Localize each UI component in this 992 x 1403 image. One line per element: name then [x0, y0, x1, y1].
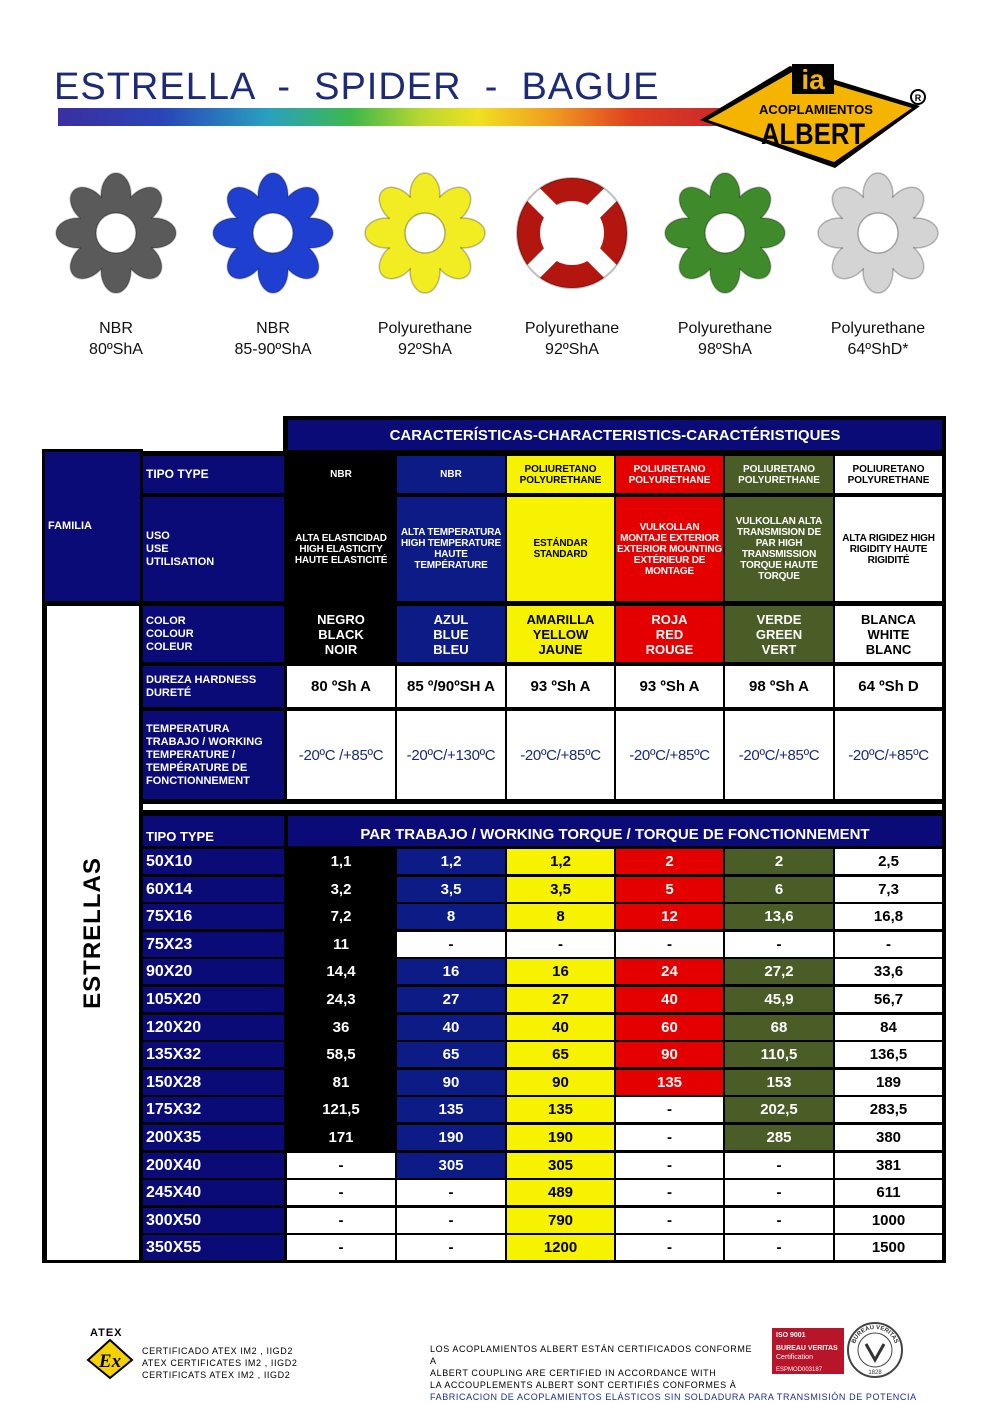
- torque-value: -: [287, 1235, 395, 1260]
- temperature-cell: -20ºC/+85ºC: [835, 711, 942, 799]
- torque-value: -: [725, 1153, 833, 1178]
- torque-value: 7,2: [287, 904, 395, 929]
- torque-value: 16: [397, 959, 505, 984]
- torque-value: 202,5: [725, 1097, 833, 1122]
- torque-value: 1,1: [287, 849, 395, 874]
- torque-value: 790: [507, 1208, 614, 1233]
- torque-value: 380: [835, 1125, 942, 1150]
- logo-acoplamientos-text: ACOPLAMIENTOS: [759, 102, 873, 117]
- dureza-label: DUREZA HARDNESS DURETÉ: [143, 666, 284, 707]
- torque-value: 136,5: [835, 1042, 942, 1067]
- color-cell: AMARILLA YELLOW JAUNE: [507, 606, 614, 662]
- uso-cell: ALTA TEMPERATURA HIGH TEMPERATURE HAUTE TEMPÉRATURE: [397, 497, 505, 601]
- logo-registered-mark: R: [914, 93, 922, 103]
- torque-title: PAR TRABAJO / WORKING TORQUE / TORQUE DE FONCTIONNEMENT: [288, 816, 942, 846]
- spider-material: Polyurethane: [830, 320, 926, 337]
- iso-badge: [772, 1328, 844, 1374]
- tipo-cell: POLIURETANO POLYURETHANE: [616, 456, 723, 493]
- atex-ex-icon: [86, 1338, 134, 1380]
- spider-hardness: 80ºShA: [89, 341, 143, 358]
- torque-value: -: [287, 1208, 395, 1233]
- torque-value: 56,7: [835, 987, 942, 1012]
- torque-value: 33,6: [835, 959, 942, 984]
- torque-value: 2,5: [835, 849, 942, 874]
- torque-value: 283,5: [835, 1097, 942, 1122]
- torque-value: -: [287, 1180, 395, 1205]
- iso-code: ESPMOD003187: [776, 1367, 823, 1373]
- torque-value: 65: [397, 1042, 505, 1067]
- torque-row-type: 75X23: [143, 932, 284, 957]
- tipo-cell: NBR: [397, 456, 505, 493]
- torque-value: 1500: [835, 1235, 942, 1260]
- torque-value: 5: [616, 877, 723, 902]
- torque-value: 1200: [507, 1235, 614, 1260]
- torque-value: -: [725, 1208, 833, 1233]
- estrellas-cell: [47, 606, 139, 1260]
- torque-value: 285: [725, 1125, 833, 1150]
- logo-ia-text: ia: [801, 64, 825, 95]
- uso-cell: ALTA ELASTICIDAD HIGH ELASTICITY HAUTE ELASTICITÉ: [287, 497, 395, 601]
- torque-tipo-label: TIPO TYPE: [143, 816, 284, 846]
- torque-row-type: 350X55: [143, 1235, 284, 1260]
- torque-value: 60: [616, 1015, 723, 1040]
- torque-value: -: [725, 932, 833, 957]
- spider-material: NBR: [256, 320, 290, 337]
- torque-row-type: 60X14: [143, 877, 284, 902]
- torque-value: 190: [397, 1125, 505, 1150]
- iso-bureau: BUREAU VERITAS: [776, 1345, 838, 1352]
- torque-value: 81: [287, 1070, 395, 1095]
- atex-certificates: [142, 1345, 297, 1381]
- dureza-cell: 93 ºSh A: [616, 666, 723, 707]
- tipo-cell: POLIURETANO POLYURETHANE: [725, 456, 833, 493]
- torque-value: 110,5: [725, 1042, 833, 1067]
- atex-line: ATEX CERTIFICATES IM2 , IIGD2: [142, 1358, 298, 1368]
- torque-row-type: 175X32: [143, 1097, 284, 1122]
- torque-value: 6: [725, 877, 833, 902]
- separator-band: [143, 804, 942, 810]
- torque-value: 40: [616, 987, 723, 1012]
- torque-value: 65: [507, 1042, 614, 1067]
- uso-cell: ESTÁNDAR STANDARD: [507, 497, 614, 601]
- torque-value: 489: [507, 1180, 614, 1205]
- torque-value: -: [616, 1180, 723, 1205]
- torque-value: 16,8: [835, 904, 942, 929]
- temperature-cell: -20ºC/+130ºC: [397, 711, 505, 799]
- torque-row-type: 50X10: [143, 849, 284, 874]
- color-cell: NEGRO BLACK NOIR: [287, 606, 395, 662]
- torque-value: 27,2: [725, 959, 833, 984]
- torque-value: 135: [397, 1097, 505, 1122]
- atex-ex-text: Ex: [98, 1351, 122, 1372]
- temperature-label: TEMPERATURA TRABAJO / WORKING TEMPERATURE / TEMPÉRATURE DE FONCTIONNEMENT: [143, 711, 284, 799]
- torque-value: -: [507, 932, 614, 957]
- torque-value: 27: [507, 987, 614, 1012]
- torque-row-type: 105X20: [143, 987, 284, 1012]
- color-cell: ROJA RED ROUGE: [616, 606, 723, 662]
- spider-material: Polyurethane: [377, 320, 473, 337]
- torque-value: 11: [287, 932, 395, 957]
- torque-value: 1000: [835, 1208, 942, 1233]
- torque-value: -: [616, 1153, 723, 1178]
- torque-value: 16: [507, 959, 614, 984]
- estrellas-label: ESTRELLAS: [79, 857, 106, 1009]
- torque-row-type: 150X28: [143, 1070, 284, 1095]
- torque-row-type: 135X32: [143, 1042, 284, 1067]
- spider-material: Polyurethane: [677, 320, 773, 337]
- spider-hardness: 98ºShA: [698, 341, 752, 358]
- torque-value: 305: [397, 1153, 505, 1178]
- torque-value: 135: [616, 1070, 723, 1095]
- torque-value: 189: [835, 1070, 942, 1095]
- torque-value: 90: [507, 1070, 614, 1095]
- torque-value: 135: [507, 1097, 614, 1122]
- torque-value: -: [397, 1180, 505, 1205]
- torque-value: 68: [725, 1015, 833, 1040]
- temperature-cell: -20ºC/+85ºC: [616, 711, 723, 799]
- torque-value: 3,5: [507, 877, 614, 902]
- torque-value: -: [835, 932, 942, 957]
- tipo-type-label: TIPO TYPE: [143, 456, 284, 493]
- torque-value: -: [397, 1235, 505, 1260]
- characteristics-title: CARACTERÍSTICAS-CHARACTERISTICS-CARACTÉRISTIQUES: [288, 420, 942, 450]
- spider-material: NBR: [99, 320, 133, 337]
- atex-line: CERTIFICATS ATEX IM2 , IIGD2: [142, 1370, 291, 1380]
- bv-year: 1828: [868, 1370, 882, 1376]
- atex-label: ATEX: [90, 1327, 123, 1339]
- dureza-cell: 93 ºSh A: [507, 666, 614, 707]
- temperature-cell: -20ºC/+85ºC: [725, 711, 833, 799]
- torque-value: 2: [616, 849, 723, 874]
- torque-row-type: 200X35: [143, 1125, 284, 1150]
- torque-value: 40: [507, 1015, 614, 1040]
- torque-value: 45,9: [725, 987, 833, 1012]
- spider-hardness: 92ºShA: [398, 341, 452, 358]
- torque-value: 171: [287, 1125, 395, 1150]
- torque-value: 381: [835, 1153, 942, 1178]
- spider-hardness: 92ºShA: [545, 341, 599, 358]
- torque-value: 84: [835, 1015, 942, 1040]
- dureza-cell: 85 º/90ºSH A: [397, 666, 505, 707]
- torque-value: -: [616, 1097, 723, 1122]
- page-title: ESTRELLA - SPIDER - BAGUE: [54, 66, 660, 108]
- bureau-veritas-seal: [846, 1320, 904, 1380]
- torque-value: 3,2: [287, 877, 395, 902]
- temperature-cell: -20ºC/+85ºC: [507, 711, 614, 799]
- torque-row-type: 200X40: [143, 1153, 284, 1178]
- torque-row-type: 300X50: [143, 1208, 284, 1233]
- torque-value: 190: [507, 1125, 614, 1150]
- torque-value: -: [725, 1235, 833, 1260]
- torque-value: 611: [835, 1180, 942, 1205]
- torque-value: -: [616, 1125, 723, 1150]
- torque-value: 153: [725, 1070, 833, 1095]
- torque-row-type: 90X20: [143, 959, 284, 984]
- torque-value: 36: [287, 1015, 395, 1040]
- spider-hardness: 85-90ºShA: [234, 341, 312, 358]
- torque-value: 8: [397, 904, 505, 929]
- uso-cell: ALTA RIGIDEZ HIGH RIGIDITY HAUTE RIGIDITÉ: [835, 497, 942, 601]
- color-cell: BLANCA WHITE BLANC: [835, 606, 942, 662]
- torque-value: 13,6: [725, 904, 833, 929]
- cert-line-blue: FABRICACION DE ACOPLAMIENTOS ELÁSTICOS SIN SOLDADURA PARA TRANSMISIÓN DE POTENCIA: [430, 1392, 917, 1402]
- torque-value: 90: [397, 1070, 505, 1095]
- torque-value: 90: [616, 1042, 723, 1067]
- torque-row-type: 245X40: [143, 1180, 284, 1205]
- bv-ring-text: BUREAU VERITAS: [851, 1324, 899, 1345]
- torque-value: 7,3: [835, 877, 942, 902]
- torque-value: 24,3: [287, 987, 395, 1012]
- torque-value: 27: [397, 987, 505, 1012]
- spider-hardness: 64ºShD*: [847, 341, 909, 358]
- temperature-cell: -20ºC /+85ºC: [287, 711, 395, 799]
- torque-value: 24: [616, 959, 723, 984]
- torque-value: -: [616, 932, 723, 957]
- dureza-cell: 80 ºSh A: [287, 666, 395, 707]
- torque-value: 14,4: [287, 959, 395, 984]
- uso-cell: VULKOLLAN ALTA TRANSMISION DE PAR HIGH TRANSMISSION TORQUE HAUTE TORQUE: [725, 497, 833, 601]
- tipo-cell: POLIURETANO POLYURETHANE: [835, 456, 942, 493]
- torque-value: 58,5: [287, 1042, 395, 1067]
- color-cell: AZUL BLUE BLEU: [397, 606, 505, 662]
- cert-line: LOS ACOPLAMIENTOS ALBERT ESTÁN CERTIFICADOS CONFORME A: [430, 1344, 753, 1366]
- torque-value: -: [287, 1153, 395, 1178]
- torque-value: 1,2: [397, 849, 505, 874]
- torque-value: 12: [616, 904, 723, 929]
- tipo-cell: NBR: [287, 456, 395, 493]
- familia-label: FAMILIA: [45, 452, 140, 601]
- torque-value: 1,2: [507, 849, 614, 874]
- torque-value: 2: [725, 849, 833, 874]
- color-label: COLOR COLOUR COLEUR: [143, 606, 284, 662]
- torque-row-type: 75X16: [143, 904, 284, 929]
- logo-albert-text: ALBERT: [761, 118, 865, 151]
- spider-material: Polyurethane: [524, 320, 620, 337]
- tipo-cell: POLIURETANO POLYURETHANE: [507, 456, 614, 493]
- torque-value: 8: [507, 904, 614, 929]
- torque-value: -: [616, 1208, 723, 1233]
- uso-label: USO USE UTILISATION: [143, 497, 284, 601]
- torque-value: 3,5: [397, 877, 505, 902]
- footer: [0, 1320, 992, 1400]
- iso-certification: Certification: [776, 1354, 813, 1361]
- torque-value: -: [397, 932, 505, 957]
- cert-line: LA ACCOUPLEMENTS ALBERT SONT CERTIFIÉS CONFORMES À: [430, 1380, 737, 1390]
- iso-9001: ISO 9001: [776, 1332, 806, 1339]
- dureza-cell: 98 ºSh A: [725, 666, 833, 707]
- torque-value: -: [616, 1235, 723, 1260]
- torque-value: -: [725, 1180, 833, 1205]
- torque-value: -: [397, 1208, 505, 1233]
- torque-value: 121,5: [287, 1097, 395, 1122]
- torque-value: 305: [507, 1153, 614, 1178]
- dureza-cell: 64 ºSh D: [835, 666, 942, 707]
- uso-cell: VULKOLLAN MONTAJE EXTERIOR EXTERIOR MOUNTING EXTÉRIEUR DE MONTAGE: [616, 497, 723, 601]
- torque-row-type: 120X20: [143, 1015, 284, 1040]
- torque-value: 40: [397, 1015, 505, 1040]
- cert-line: ALBERT COUPLING ARE CERTIFIED IN ACCORDANCE WITH: [430, 1368, 717, 1378]
- atex-line: CERTIFICADO ATEX IM2 , IIGD2: [142, 1346, 293, 1356]
- color-cell: VERDE GREEN VERT: [725, 606, 833, 662]
